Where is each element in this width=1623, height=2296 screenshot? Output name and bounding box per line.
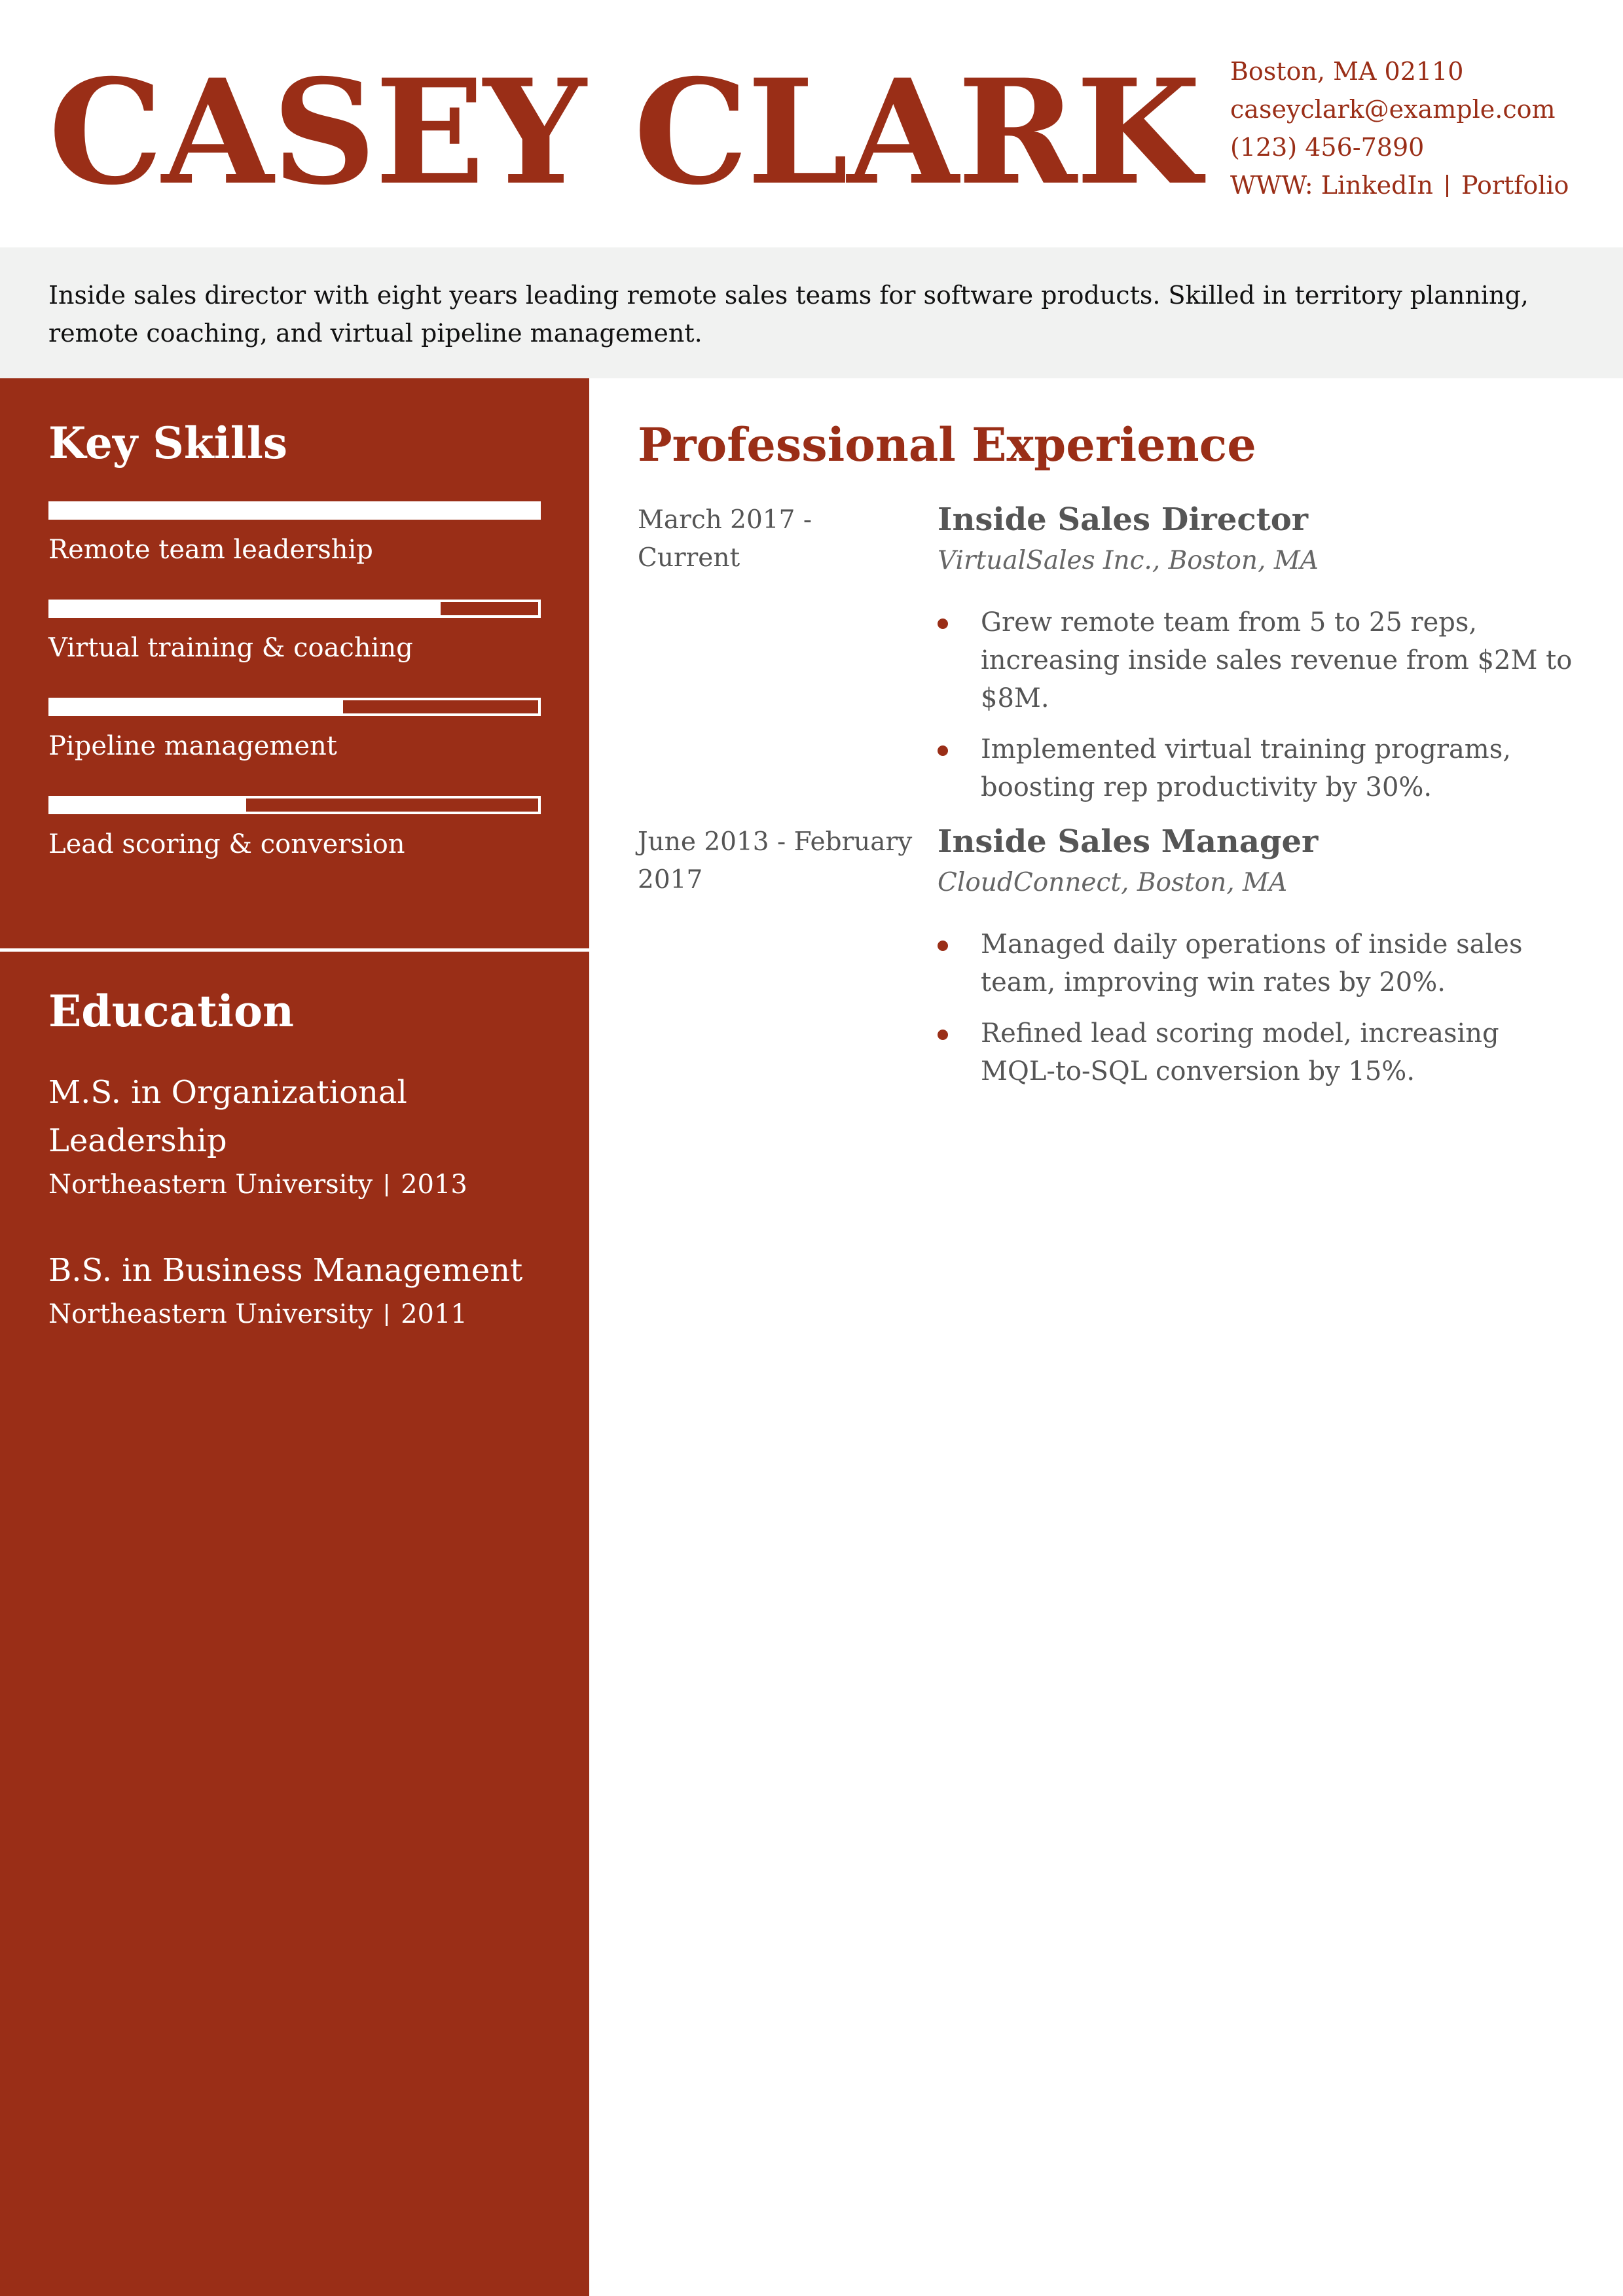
list-item: Grew remote team from 5 to 25 reps, increasing inside sales revenue from $2M to $8M. <box>938 603 1574 717</box>
bullet-icon <box>938 745 948 756</box>
education-school: Northeastern University 2011 <box>48 1299 467 1329</box>
web-prefix: WWW: <box>1230 171 1313 200</box>
skill-bar <box>48 698 541 716</box>
list-item: Implemented virtual training programs, boosting rep productivity by 30%. <box>938 730 1574 806</box>
contact-address: Boston, MA 02110 <box>1230 57 1464 86</box>
skill-label: Pipeline management <box>48 731 337 761</box>
skill-label: Remote team leadership <box>48 535 373 565</box>
skill-bar <box>48 796 541 814</box>
contact-email[interactable]: caseyclark@example.com <box>1230 95 1556 124</box>
candidate-name: CASEY CLARK <box>48 47 1200 217</box>
education-school: Northeastern University 2013 <box>48 1170 467 1200</box>
bullet-icon <box>938 941 948 951</box>
bullet-icon <box>938 1030 948 1040</box>
linkedin-link[interactable]: LinkedIn <box>1321 171 1433 200</box>
contact-info <box>1230 52 1569 204</box>
skill-bar-fill <box>51 504 538 517</box>
skill-bar <box>48 600 541 618</box>
job-title: Inside Sales Director <box>938 501 1309 538</box>
skill-bar-fill <box>51 602 441 615</box>
skill-label: Virtual training & coaching <box>48 633 413 663</box>
bullet-icon <box>938 619 948 629</box>
job-details <box>938 823 1574 1103</box>
job-bullets <box>938 603 1574 806</box>
contact-web <box>1230 166 1569 204</box>
experience-heading: Professional Experience <box>638 418 1256 472</box>
sidebar <box>0 378 589 2296</box>
separator <box>1446 175 1448 197</box>
skill-label: Lead scoring & conversion <box>48 829 405 859</box>
list-item: Refined lead scoring model, increasing MQL-to-SQL conversion by 15%. <box>938 1014 1574 1090</box>
education-heading: Education <box>48 986 294 1037</box>
summary-section <box>0 247 1623 378</box>
list-item: Managed daily operations of inside sales team, improving win rates by 20%. <box>938 925 1574 1001</box>
skill-item <box>48 796 541 860</box>
education-degree: M.S. in Organizational Leadership <box>48 1074 407 1159</box>
job-company: CloudConnect, Boston, MA <box>938 867 1288 897</box>
education-item <box>48 1068 546 1204</box>
job-dates: June 2013 - February 2017 <box>638 827 913 895</box>
resume-header <box>0 0 1623 247</box>
job-details <box>938 501 1574 819</box>
job-dates: March 2017 - Current <box>638 505 812 573</box>
skill-bar-fill <box>51 798 246 812</box>
education-degree: B.S. in Business Management <box>48 1252 523 1289</box>
skill-item <box>48 600 541 664</box>
separator <box>386 1174 388 1196</box>
job-title: Inside Sales Manager <box>938 823 1319 860</box>
skill-bar-fill <box>51 700 343 713</box>
education-item <box>48 1246 546 1334</box>
separator <box>386 1304 388 1326</box>
skill-item <box>48 501 541 565</box>
job-company: VirtualSales Inc., Boston, MA <box>938 545 1319 575</box>
section-divider <box>0 948 589 952</box>
skill-bar <box>48 501 541 520</box>
portfolio-link[interactable]: Portfolio <box>1461 171 1569 200</box>
contact-phone: (123) 456-7890 <box>1230 133 1425 162</box>
job-bullets <box>938 925 1574 1090</box>
skills-heading: Key Skills <box>48 418 287 469</box>
skill-item <box>48 698 541 762</box>
summary-text: Inside sales director with eight years leading remote sales teams for software products. Skilled in territory planning, remote coaching, and virtual pipeline management. <box>48 281 1529 348</box>
